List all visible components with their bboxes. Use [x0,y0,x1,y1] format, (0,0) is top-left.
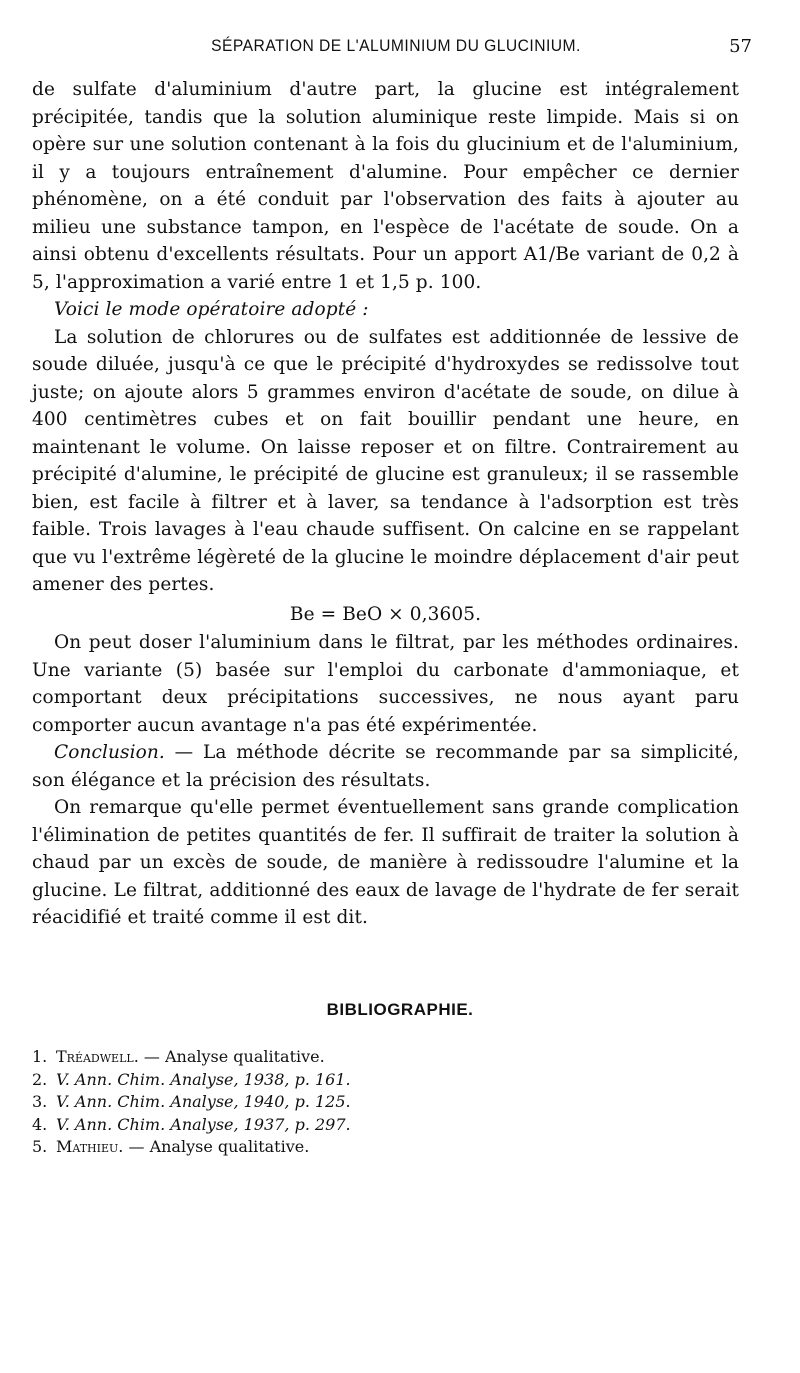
entry-number: 1. [32,1047,48,1066]
bibliography-heading: BIBLIOGRAPHIE. [326,1000,474,1019]
paragraph-procedure: La solution de chlorures ou de sulfates est additionnée de lessive de soude diluée, jusqu'à ce que le précipité d'hydroxydes se redissolve tout juste; on ajoute alors 5 grammes environ d'acétate de soude, on dilue à 400 centimètres cubes et on fait bouillir pendant une heure, en maintenant le volume. On laisse reposer et on filtre. Contrairement au précipité d'alumine, le précipité de glucine est granuleux; il se rassemble bien, est facile à filtrer et à laver, sa tendance à l'adsorption est très faible. Trois lavages à l'eau chaude suffisent. On calcine en se rappelant que vu l'extrême légèreté de la glucine le moindre déplacement d'air peut amener des pertes. [32,326,739,595]
entry-text: V. Ann. Chim. Analyse, 1937, p. 297. [56,1114,351,1134]
entry-number: 4. [32,1114,48,1134]
conclusion-label: Conclusion. [54,742,165,763]
conclusion-text: — La méthode décrite se recommande par sa simplicité, son élégance et la précision des résultats. [32,742,739,791]
entry-author: Tréadwell. [56,1047,139,1066]
paragraph-variant: On peut doser l'aluminium dans le filtrat, par les méthodes ordinaires. Une variante (5) basée sur l'emploi du carbonate d'ammoniaque, et comportant deux précipitations successives, ne nous ayant paru comporter aucun avantage n'a pas été expérimentée. [32,632,739,736]
bibliography-entry [32,1046,592,1069]
page-number: 57 [729,36,752,57]
entry-text: V. Ann. Chim. Analyse, 1940, p. 125. [56,1092,351,1111]
formula: Be = BeO × 0,3605. [289,603,482,625]
procedure-heading: Voici le mode opératoire adopté : [54,299,369,320]
body-text [32,76,739,932]
entry-text: V. Ann. Chim. Analyse, 1938, p. 161. [56,1069,351,1089]
entry-number: 2. [32,1069,48,1089]
bibliography-list [32,1046,592,1159]
bibliography-entry [32,1136,592,1159]
entry-text: — Analyse qualitative. [123,1137,310,1156]
paragraph-1: de sulfate d'aluminium d'autre part, la glucine est intégralement précipitée, tandis que la solution aluminique reste limpide. Mais si on opère sur une solution contenant à la fois du glucinium et de l'aluminium, il y a toujours entraînement d'alumine. Pour empêcher ce dernier phénomène, on a été conduit par l'observation des faits à ajouter au milieu une substance tampon, en l'espèce de l'acétate de soude. On a ainsi obtenu d'excellents résultats. Pour un apport A1/Be variant de 0,2 à 5, l'approximation a varié entre 1 et 1,5 p. 100. [32,79,739,293]
paragraph-conclusion [32,739,739,794]
paragraph-remark: On remarque qu'elle permet éventuellement sans grande complication l'élimination de petites quantités de fer. Il suffirait de traiter la solution à chaud par un excès de soude, de manière à redissoudre l'alumine et la glucine. Le filtrat, additionné des eaux de lavage de l'hydrate de fer serait réacidifié et traité comme il est dit. [32,797,739,928]
ink-mark [685,1148,693,1174]
bibliography-entry [32,1069,592,1092]
bibliography-entry [32,1114,592,1137]
entry-number: 5. [32,1137,48,1156]
entry-author: Mathieu. [56,1137,124,1156]
running-header [40,36,752,62]
entry-number: 3. [32,1092,48,1111]
entry-text: — Analyse qualitative. [138,1047,325,1066]
bibliography-entry [32,1091,592,1114]
running-title: SÉPARATION DE L'ALUMINIUM DU GLUCINIUM. [211,36,581,55]
